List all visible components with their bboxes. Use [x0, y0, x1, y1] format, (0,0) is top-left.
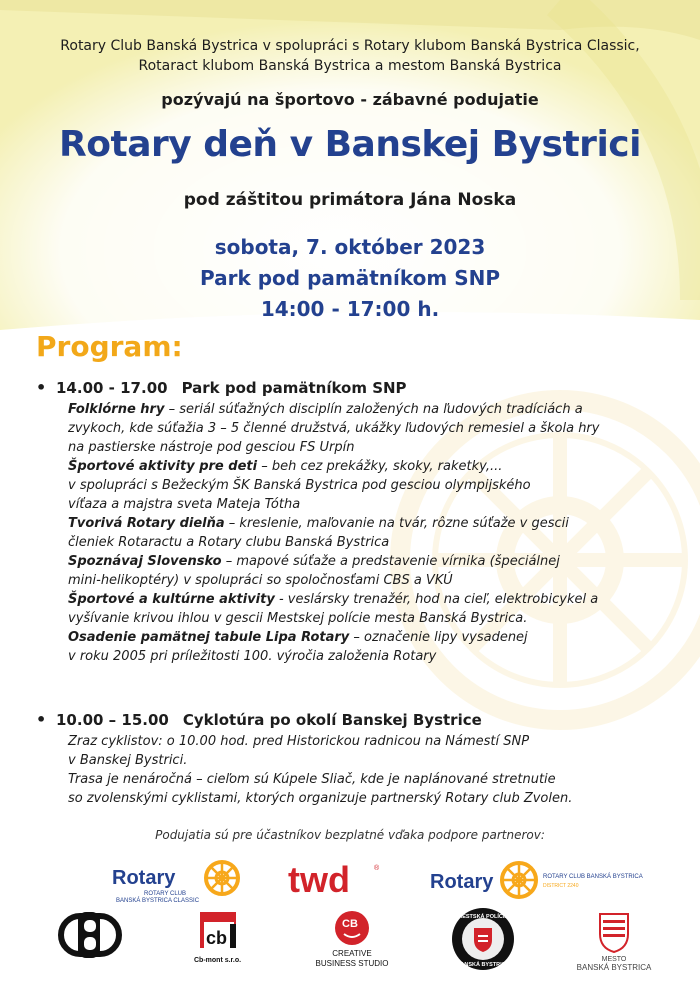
police-top: MESTSKÁ POLÍCIA — [457, 914, 509, 920]
section-heading — [36, 378, 666, 397]
cbs-logo — [306, 906, 398, 970]
program-section-park — [36, 378, 666, 666]
program-heading: Program: — [36, 330, 183, 363]
cbmont-logo — [190, 910, 250, 970]
date-place-block — [0, 232, 700, 325]
program-item-line: Trasa je nenáročná – cieľom sú Kúpele Sliač, kde je naplánované stretnutie — [68, 772, 556, 787]
intro-text — [0, 36, 700, 76]
program-item-line: na pastierske nástroje pod gesciou FS Urpín — [68, 440, 355, 455]
cbs-mark: CB — [342, 918, 358, 930]
section-name: Cyklotúra po okolí Banskej Bystrice — [182, 710, 482, 729]
program-item-line: v spolupráci s Bežeckým ŠK Banská Bystrica pod gesciou olympijského — [68, 478, 531, 493]
rotary-bb-sub1: ROTARY CLUB BANSKÁ BYSTRICA — [543, 874, 643, 880]
cbmont-caption: Cb-mont s.r.o. — [194, 957, 242, 964]
event-title: Rotary deň v Banskej Bystrici — [59, 124, 641, 165]
program-item-line: mini-helikoptéry) v spolupráci so spoločnosťami CBS a VKÚ — [68, 573, 453, 588]
mesto-line1: MESTO — [601, 956, 627, 963]
section-time: 10.00 – 15.00 — [56, 710, 169, 729]
section-items — [68, 400, 666, 666]
event-date: sobota, 7. október 2023 — [214, 235, 486, 259]
bullet-icon: • — [36, 710, 47, 729]
program-item-line: so zvolenskými cyklistami, ktorých organizuje partnerský Rotary club Zvolen. — [68, 791, 573, 806]
svg-text:cb: cb — [206, 928, 228, 948]
cbs-line2: BUSINESS STUDIO — [315, 959, 389, 968]
bb-monogram-logo — [58, 910, 122, 960]
program-item-line: vyšívanie krivou ihlou v gescii Mestskej polície mesta Banská Bystrica. — [68, 611, 528, 626]
rotary-wheel-icon — [206, 862, 238, 894]
event-place: Park pod pamätníkom SNP — [200, 266, 500, 290]
program-item-line: v Banskej Bystrici. — [68, 753, 188, 768]
program-item-line: zvykoch, kde súťažia 3 – 5 členné družstvá, ukážky ľudových remesiel a škola hry — [68, 421, 600, 436]
rotary-bb-logo — [428, 858, 643, 902]
rotary-classic-logo — [110, 852, 240, 904]
rotary-classic-sub2: BANSKÁ BYSTRICA CLASSIC — [116, 898, 200, 904]
program-item-culture: Športové a kultúrne aktivity - veslársky trenažér, hod na cieľ, elektrobicykel a — [68, 592, 599, 607]
intro-line-2: Rotaract klubom Banská Bystrica a mestom Banská Bystrica — [138, 58, 562, 74]
mesto-bb-logo — [568, 910, 660, 974]
police-bottom: BANSKÁ BYSTRICA — [456, 962, 510, 968]
partners-note: Podujatia sú pre účastníkov bezplatné vďaka podpore partnerov: — [155, 828, 545, 842]
program-item-folklore: Folklórne hry – seriál súťažných disciplín založených na ľudových tradíciách a — [68, 402, 583, 417]
invite-line: pozývajú na športovo - zábavné podujatie — [161, 90, 539, 109]
svg-text:®: ® — [374, 865, 380, 872]
program-item-line: Zraz cyklistov: o 10.00 hod. pred Historickou radnicou na Námestí SNP — [68, 734, 530, 749]
intro-line-1: Rotary Club Banská Bystrica v spolupráci s Rotary klubom Banská Bystrica Classic, — [60, 38, 640, 54]
rotary-classic-sub1: ROTARY CLUB — [144, 891, 187, 897]
twd-logo — [286, 860, 386, 900]
program-section-cycling — [36, 710, 666, 808]
program-item-workshop: Tvorivá Rotary dielňa – kreslenie, maľovanie na tvár, rôzne súťaže v gescii — [68, 516, 569, 531]
program-item-plaque: Osadenie pamätnej tabule Lipa Rotary – označenie lipy vysadenej — [68, 630, 528, 645]
program-item-sports-kids: Športové aktivity pre deti – beh cez prekážky, skoky, raketky,... — [68, 459, 503, 474]
bullet-icon: • — [36, 378, 47, 397]
event-hours: 14:00 - 17:00 h. — [260, 297, 440, 321]
section-items — [68, 732, 666, 808]
mesto-line2: BANSKÁ BYSTRICA — [576, 963, 652, 972]
rotary-classic-name: Rotary — [112, 867, 176, 889]
mestska-policia-badge — [450, 906, 516, 972]
rotary-bb-sub2: DISTRICT 2240 — [543, 883, 579, 889]
program-item-line: víťaza a majstra sveta Mateja Tótha — [68, 497, 301, 512]
program-item-line: členiek Rotaractu a Rotary clubu Banská Bystrica — [68, 535, 390, 550]
rotary-wheel-icon — [502, 863, 536, 897]
section-time: 14.00 - 17.00 — [56, 378, 168, 397]
section-name: Park pod pamätníkom SNP — [181, 378, 407, 397]
cbs-line1: CREATIVE — [332, 949, 372, 958]
program-item-slovakia: Spoznávaj Slovensko – mapové súťaže a predstavenie vírnika (špeciálnej — [68, 554, 560, 569]
rotary-bb-name: Rotary — [430, 871, 494, 893]
program-item-line: v roku 2005 pri príležitosti 100. výročia založenia Rotary — [68, 649, 437, 664]
section-heading — [36, 710, 666, 729]
twd-name: twd — [288, 860, 350, 900]
patron-line: pod záštitou primátora Jána Noska — [183, 190, 517, 210]
